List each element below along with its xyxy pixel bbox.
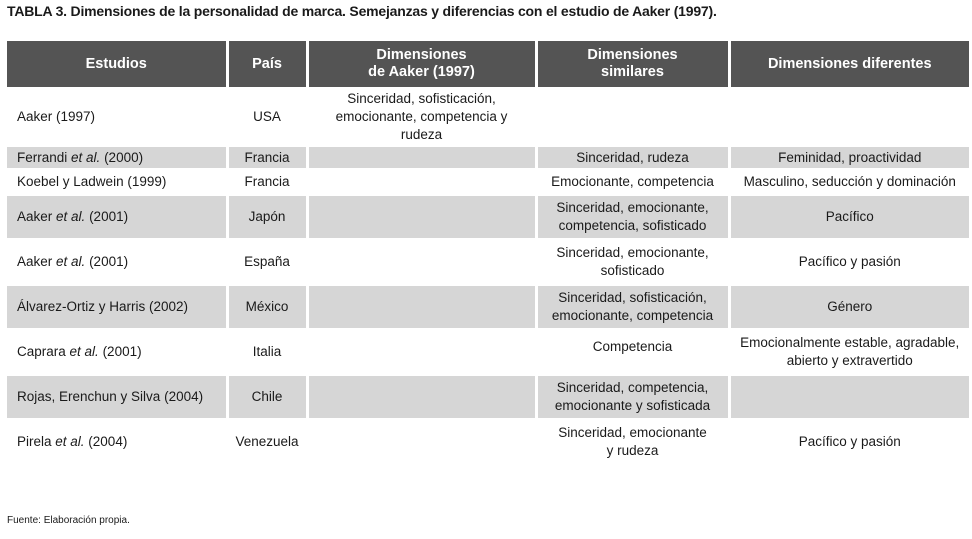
different-dimensions-cell bbox=[729, 195, 969, 240]
similar-line1: Sinceridad, rudeza bbox=[576, 149, 689, 165]
similar-line2: sofisticado bbox=[600, 263, 665, 278]
study-cell bbox=[7, 375, 227, 420]
similar-line1: Sinceridad, competencia, bbox=[556, 380, 709, 395]
study-author: Álvarez-Ortiz y Harris bbox=[17, 299, 146, 314]
study-author: Ferrandi bbox=[17, 149, 72, 165]
table-row bbox=[7, 285, 969, 330]
aaker-dimensions-cell bbox=[307, 170, 536, 195]
study-etal: et al. bbox=[56, 209, 86, 224]
study-etal: et al. bbox=[55, 434, 85, 449]
different-line1: Pacífico bbox=[825, 209, 874, 224]
study-year: (2001) bbox=[98, 344, 142, 359]
study-cell bbox=[7, 330, 227, 375]
study-etal: et al. bbox=[69, 344, 99, 359]
similar-dimensions-cell bbox=[536, 195, 729, 240]
similar-line1: Emocionante, competencia bbox=[551, 174, 714, 189]
aaker-line2: emocionante, competencia y rudeza bbox=[335, 109, 508, 142]
country-cell: Francia bbox=[227, 146, 307, 170]
similar-dimensions-cell bbox=[536, 170, 729, 195]
header-dimensiones-aaker bbox=[307, 40, 536, 89]
different-dimensions-cell bbox=[729, 89, 969, 146]
table-row bbox=[7, 170, 969, 195]
similar-dimensions-cell bbox=[536, 285, 729, 330]
aaker-dimensions-cell bbox=[307, 375, 536, 420]
header-similares-line1: Dimensiones bbox=[587, 47, 678, 63]
study-year: (1997) bbox=[52, 109, 96, 124]
study-author: Aaker bbox=[17, 209, 57, 224]
different-dimensions-cell bbox=[729, 420, 969, 465]
header-dimensiones-diferentes: Dimensiones diferentes bbox=[729, 40, 969, 89]
study-year: (2002) bbox=[145, 299, 189, 314]
aaker-dimensions-cell bbox=[307, 146, 536, 170]
different-dimensions-cell bbox=[729, 285, 969, 330]
study-etal: et al. bbox=[71, 149, 101, 165]
different-line1: Emocionalmente estable, agradable, bbox=[740, 335, 960, 350]
study-cell bbox=[7, 89, 227, 146]
aaker-dimensions-cell bbox=[307, 89, 536, 146]
similar-dimensions-cell bbox=[536, 330, 729, 375]
study-cell bbox=[7, 420, 227, 465]
aaker-dimensions-cell bbox=[307, 240, 536, 285]
study-etal: et al. bbox=[56, 254, 86, 269]
country-cell: México bbox=[227, 285, 307, 330]
different-dimensions-cell bbox=[729, 146, 969, 170]
similar-line1: Competencia bbox=[592, 339, 673, 354]
study-cell bbox=[7, 195, 227, 240]
aaker-dimensions-cell bbox=[307, 285, 536, 330]
country-cell: Francia bbox=[227, 170, 307, 195]
similar-line2: emocionante, competencia bbox=[551, 308, 714, 323]
table-row bbox=[7, 375, 969, 420]
similar-line1: Sinceridad, sofisticación, bbox=[558, 290, 707, 305]
study-author: Pirela bbox=[17, 434, 56, 449]
country-cell: Venezuela bbox=[227, 420, 307, 465]
aaker-line1: Sinceridad, sofisticación, bbox=[347, 91, 496, 106]
study-year: (2000) bbox=[100, 149, 144, 165]
table-row bbox=[7, 195, 969, 240]
aaker-dimensions-cell bbox=[307, 195, 536, 240]
study-cell bbox=[7, 146, 227, 170]
similar-dimensions-cell bbox=[536, 146, 729, 170]
similar-line2: y rudeza bbox=[606, 443, 659, 458]
study-cell bbox=[7, 240, 227, 285]
study-year: (2001) bbox=[85, 209, 129, 224]
similar-line2: competencia, sofisticado bbox=[558, 218, 707, 233]
similar-dimensions-cell bbox=[536, 420, 729, 465]
header-row bbox=[7, 40, 969, 89]
country-cell: USA bbox=[227, 89, 307, 146]
table-row bbox=[7, 330, 969, 375]
different-dimensions-cell bbox=[729, 240, 969, 285]
country-cell: España bbox=[227, 240, 307, 285]
study-author: Rojas, Erenchun y Silva bbox=[17, 389, 161, 404]
study-year: (1999) bbox=[123, 174, 167, 189]
table-row bbox=[7, 89, 969, 146]
source-note: Fuente: Elaboración propia. bbox=[7, 515, 130, 526]
different-line2: abierto y extravertido bbox=[786, 353, 913, 368]
different-dimensions-cell bbox=[729, 375, 969, 420]
header-aaker-line1: Dimensiones bbox=[376, 47, 467, 63]
aaker-dimensions-cell bbox=[307, 330, 536, 375]
different-dimensions-cell bbox=[729, 330, 969, 375]
header-dimensiones-similares bbox=[536, 40, 729, 89]
similar-dimensions-cell bbox=[536, 89, 729, 146]
aaker-dimensions-cell bbox=[307, 420, 536, 465]
study-year: (2004) bbox=[84, 434, 128, 449]
similar-line1: Sinceridad, emocionante bbox=[558, 425, 707, 440]
table-row bbox=[7, 420, 969, 465]
different-line1: Pacífico y pasión bbox=[798, 434, 901, 449]
study-cell bbox=[7, 170, 227, 195]
country-cell: Italia bbox=[227, 330, 307, 375]
similar-line1: Sinceridad, emocionante, bbox=[556, 245, 709, 260]
study-year: (2001) bbox=[85, 254, 129, 269]
different-line1: Feminidad, proactividad bbox=[778, 149, 922, 165]
different-dimensions-cell bbox=[729, 170, 969, 195]
different-line1: Género bbox=[827, 299, 873, 314]
table-row bbox=[7, 240, 969, 285]
similar-dimensions-cell bbox=[536, 375, 729, 420]
header-aaker-line2: de Aaker (1997) bbox=[368, 64, 475, 80]
study-author: Aaker bbox=[17, 254, 57, 269]
comparison-table bbox=[7, 38, 969, 466]
similar-dimensions-cell bbox=[536, 240, 729, 285]
different-line1: Masculino, seducción y dominación bbox=[743, 174, 956, 189]
country-cell: Chile bbox=[227, 375, 307, 420]
different-line1: Pacífico y pasión bbox=[798, 254, 901, 269]
header-estudios: Estudios bbox=[7, 40, 227, 89]
study-year: (2004) bbox=[160, 389, 204, 404]
table-row bbox=[7, 146, 969, 170]
header-similares-line2: similares bbox=[601, 64, 664, 80]
header-pais: País bbox=[227, 40, 307, 89]
study-cell bbox=[7, 285, 227, 330]
country-cell: Japón bbox=[227, 195, 307, 240]
study-author: Koebel y Ladwein bbox=[17, 174, 124, 189]
study-author: Caprara bbox=[17, 344, 70, 359]
similar-line1: Sinceridad, emocionante, bbox=[556, 200, 709, 215]
similar-line2: emocionante y sofisticada bbox=[554, 398, 711, 413]
table-caption: TABLA 3. Dimensiones de la personalidad de marca. Semejanzas y diferencias con el estudio de Aaker (1997). bbox=[7, 3, 717, 19]
study-author: Aaker bbox=[17, 109, 53, 124]
